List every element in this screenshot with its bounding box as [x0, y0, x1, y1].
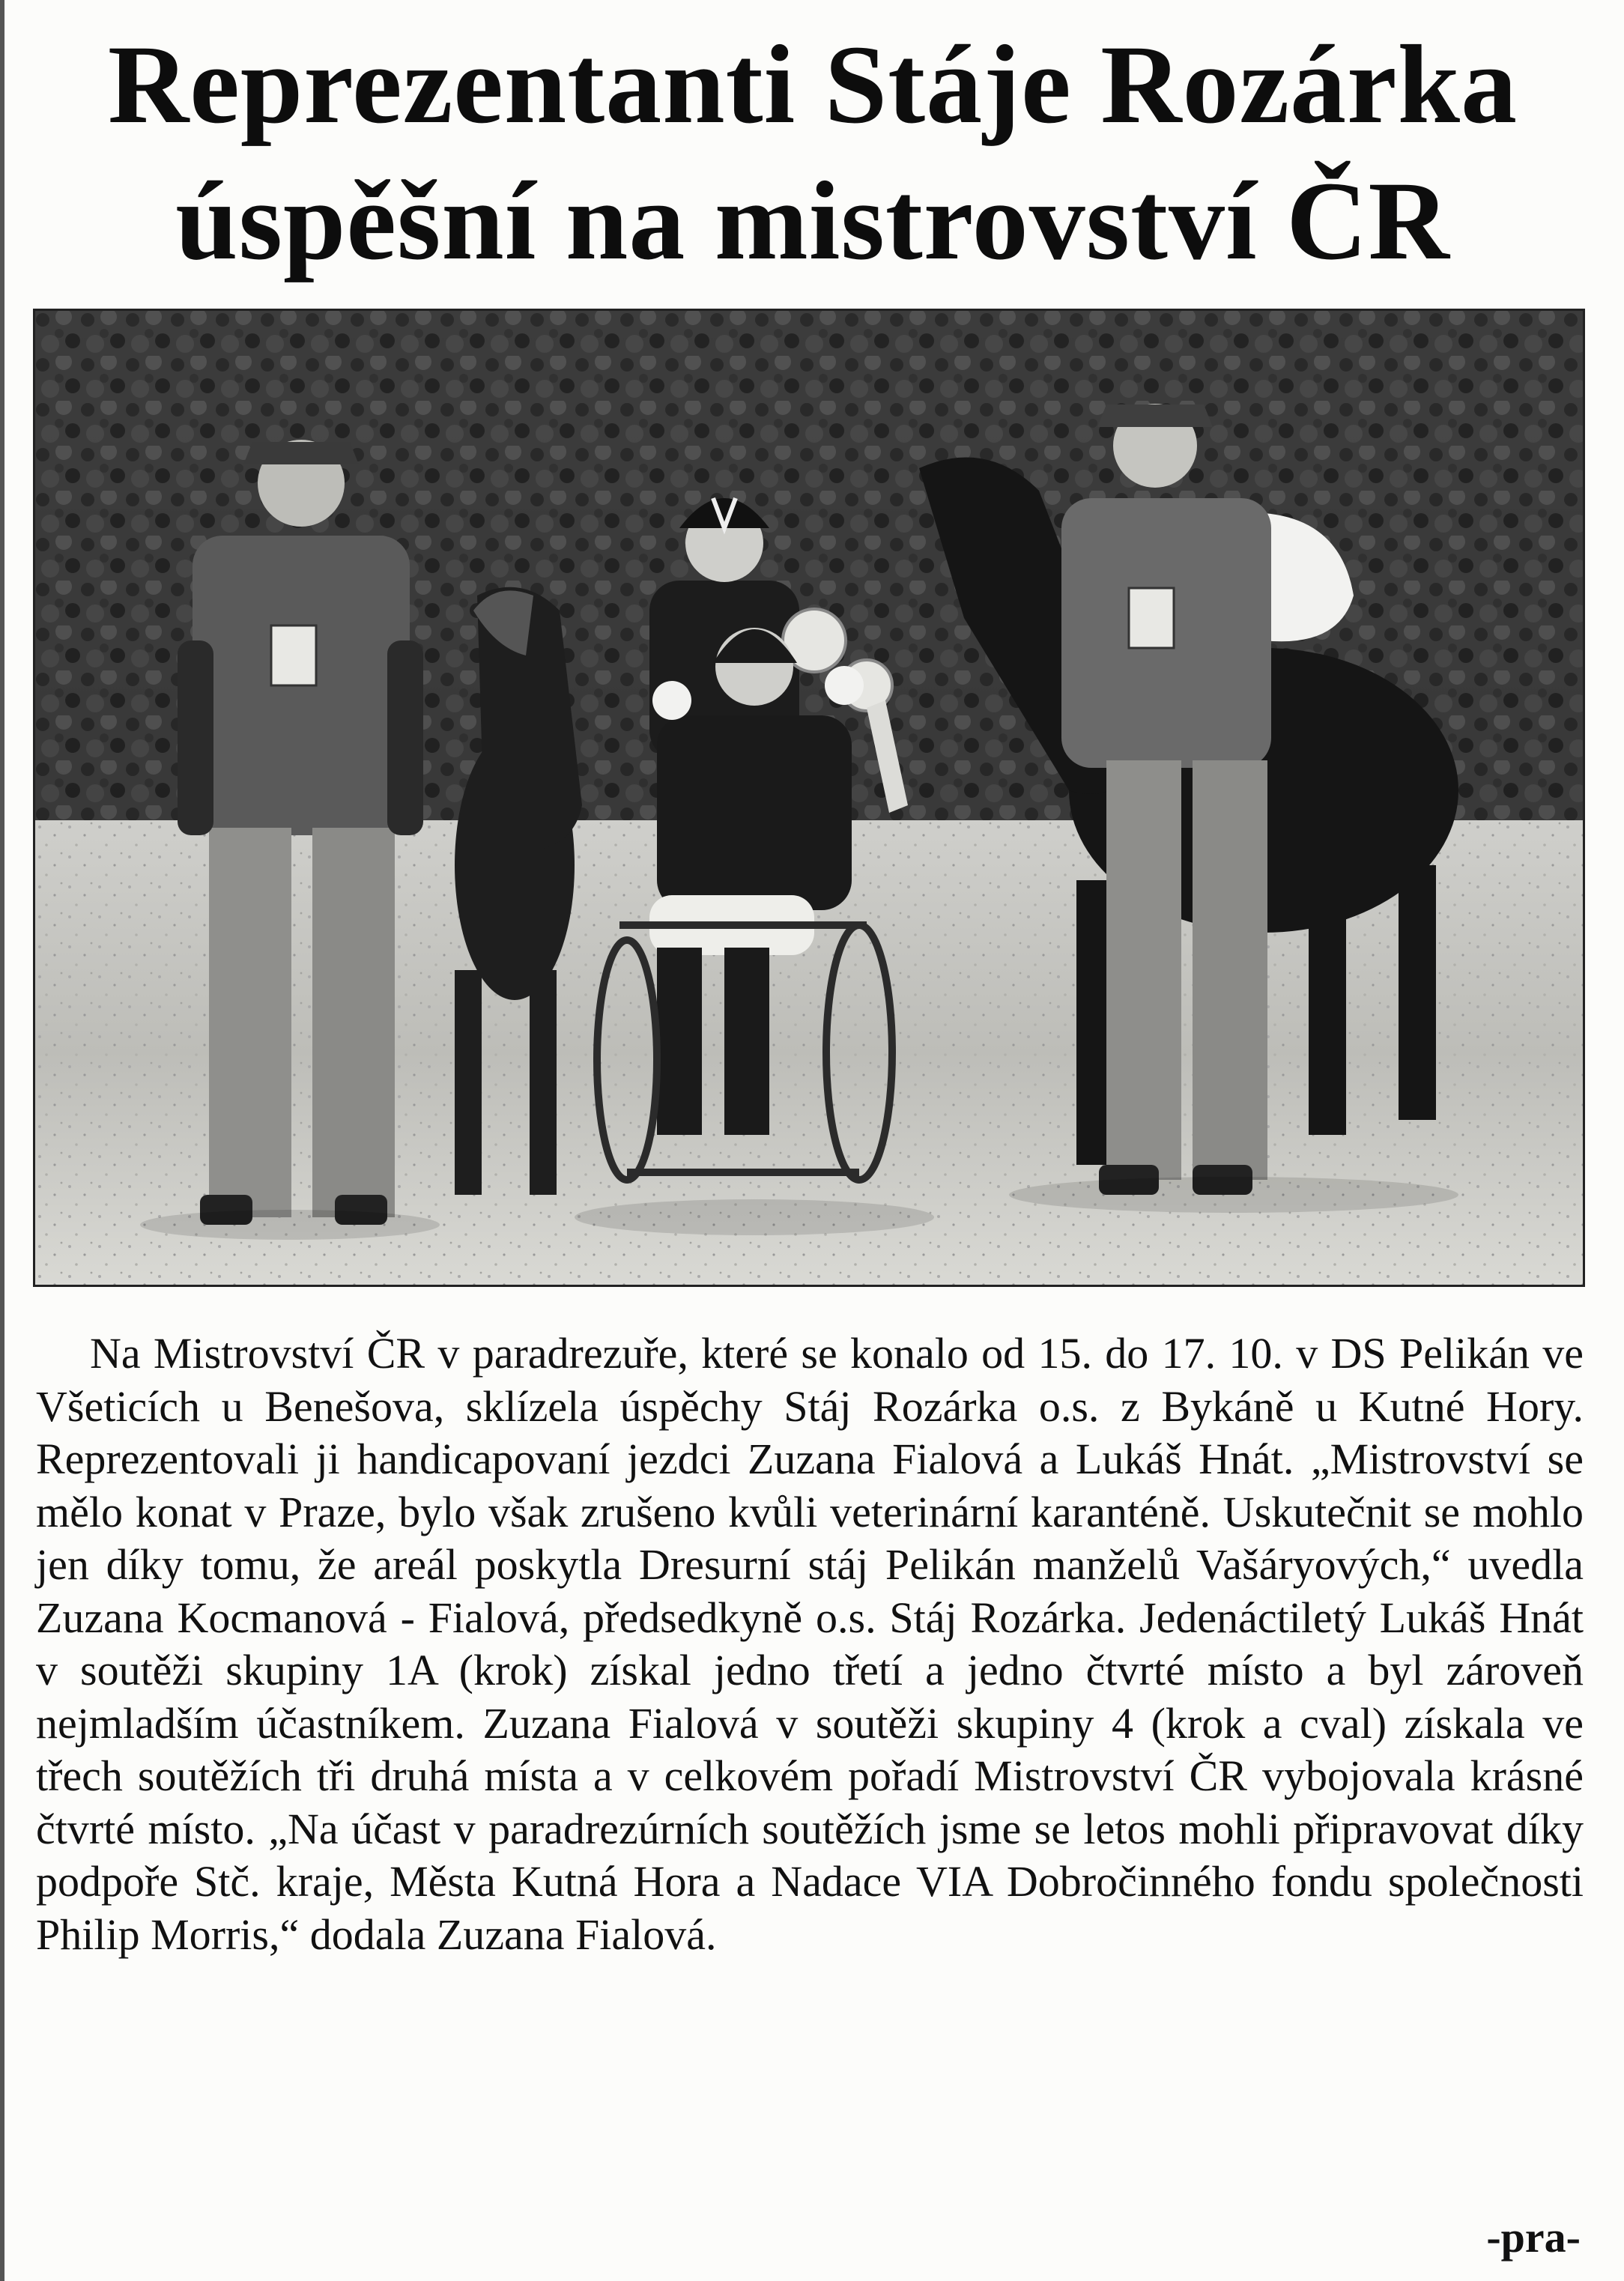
- article-photo: [33, 309, 1585, 1287]
- headline-line-2: úspěšní na mistrovství ČR: [175, 159, 1450, 283]
- headline-line-1: Reprezentanti Stáje Rozárka: [107, 22, 1518, 147]
- column-rule: [0, 0, 4, 2281]
- article-body: [36, 1327, 1584, 1961]
- headline: [22, 16, 1603, 289]
- article-paragraph: Na Mistrovství ČR v paradrezuře, které se konalo od 15. do 17. 10. v DS Pelikán ve Všeticích u Benešova, sklízela úspěchy Stáj Rozárka o.s. z Bykáně u Kutné Hory. Reprezentovali ji handicapovaní jezdci Zuzana Fialová a Lukáš Hnát. „Mistrovství se mělo konat v Praze, bylo však zrušeno kvůli veterinární karanténě. Uskutečnit se mohlo jen díky tomu, že areál poskytla Dresurní stáj Pelikán manželů Vašáryových,“ uvedla Zuzana Kocmanová - Fialová, předsedkyně o.s. Stáj Rozárka. Jedenáctiletý Lukáš Hnát v soutěži skupiny 1A (krok) získal jedno třetí a jedno čtvrté místo a byl zároveň nejmladším účastníkem. Zuzana Fialová v soutěži skupiny 4 (krok a cval) získala ve třech soutěžích tři druhá místa a v celkovém pořadí Mistrovství ČR vybojovala krásné čtvrté místo. „Na účast v paradrezúrních soutěžích jsme se letos mohli připravovat díky podpoře Stč. kraje, Města Kutná Hora a Nadace VIA Dobročinného fondu společnosti Philip Morris,“ dodala Zuzana Fialová.: [36, 1329, 1584, 1959]
- author-signature: -pra-: [1486, 2213, 1581, 2262]
